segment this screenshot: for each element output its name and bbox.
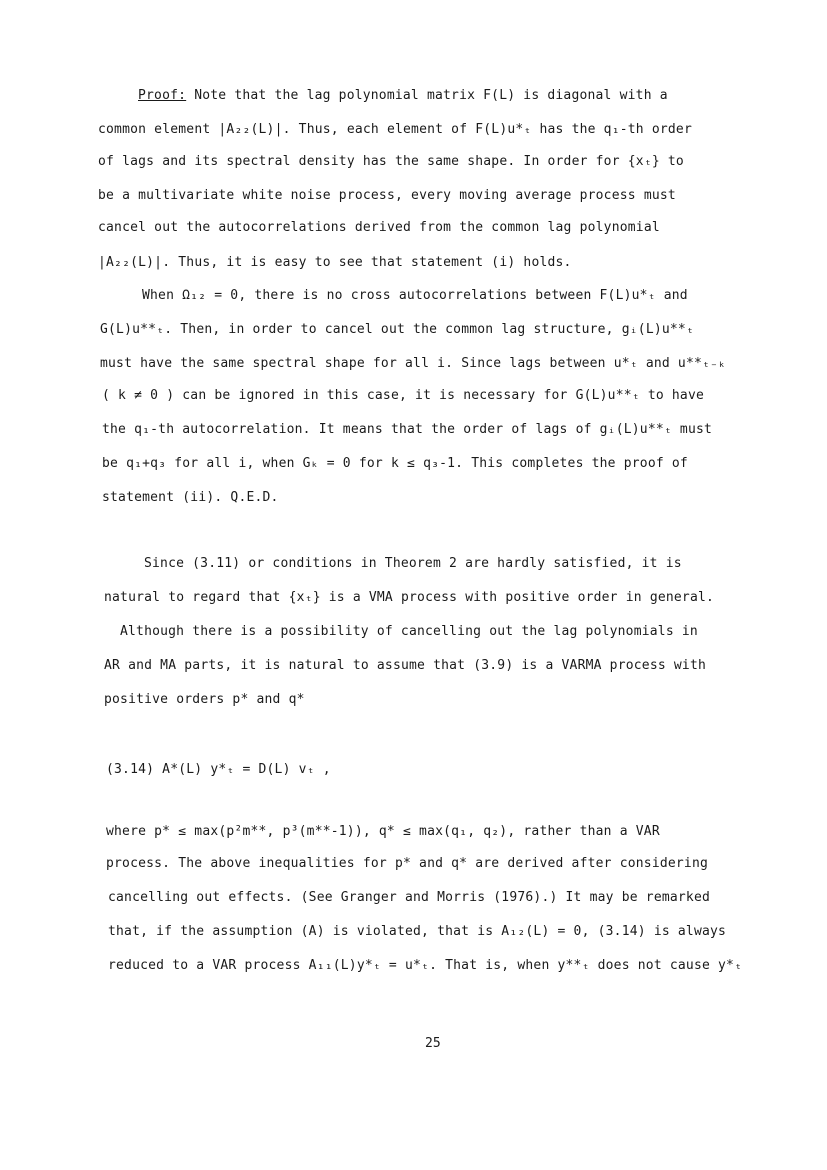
proof-label: Proof: (138, 88, 187, 103)
when-line-6: be q₁+q₃ for all i, when Gₖ = 0 for k ≤ q₃-1. This completes the proof of (102, 456, 688, 471)
where-line-1: where p* ≤ max(p²m**, p³(m**-1)), q* ≤ max(q₁, q₂), rather than a VAR (106, 824, 660, 839)
since-line-3: Although there is a possibility of cancelling out the lag polynomials in (120, 624, 698, 639)
where-line-4: that, if the assumption (A) is violated, that is A₁₂(L) = 0, (3.14) is always (108, 924, 727, 939)
where-line-3: cancelling out effects. (See Granger and Morris (1976).) It may be remarked (108, 890, 710, 905)
since-line-4: AR and MA parts, it is natural to assume that (3.9) is a VARMA process with (104, 658, 706, 673)
proof-line-6: |A₂₂(L)|. Thus, it is easy to see that statement (i) holds. (98, 255, 572, 270)
when-line-5: the q₁-th autocorrelation. It means that the order of lags of gᵢ(L)u**ₜ must (102, 422, 713, 437)
since-line-2: natural to regard that {xₜ} is a VMA process with positive order in general. (104, 590, 715, 605)
since-line-5: positive orders p* and q* (104, 692, 305, 707)
proof-line-4: be a multivariate white noise process, every moving average process must (98, 188, 676, 203)
since-line-1: Since (3.11) or conditions in Theorem 2 are hardly satisfied, it is (144, 556, 682, 571)
proof-line-1 (138, 88, 668, 103)
proof-line-3: of lags and its spectral density has the same shape. In order for {xₜ} to (98, 154, 684, 169)
page-number: 25 (425, 1036, 441, 1051)
when-line-2: G(L)u**ₜ. Then, in order to cancel out the common lag structure, gᵢ(L)u**ₜ (100, 322, 694, 337)
when-line-3: must have the same spectral shape for all i. Since lags between u*ₜ and u**ₜ₋ₖ (100, 356, 727, 371)
equation-3-14: (3.14) A*(L) y*ₜ = D(L) vₜ , (106, 762, 331, 777)
where-line-2: process. The above inequalities for p* and q* are derived after considering (106, 856, 708, 871)
when-line-7: statement (ii). Q.E.D. (102, 490, 279, 505)
proof-line-1-text: Note that the lag polynomial matrix F(L) is diagonal with a (186, 88, 668, 103)
when-line-1: When Ω₁₂ = 0, there is no cross autocorrelations between F(L)u*ₜ and (142, 288, 688, 303)
proof-line-5: cancel out the autocorrelations derived from the common lag polynomial (98, 220, 660, 235)
when-line-4: ( k ≠ 0 ) can be ignored in this case, it is necessary for G(L)u**ₜ to have (102, 388, 704, 403)
where-line-5: reduced to a VAR process A₁₁(L)y*ₜ = u*ₜ. That is, when y**ₜ does not cause y*ₜ (108, 958, 743, 973)
proof-line-2: common element |A₂₂(L)|. Thus, each element of F(L)u*ₜ has the q₁-th order (98, 122, 692, 137)
